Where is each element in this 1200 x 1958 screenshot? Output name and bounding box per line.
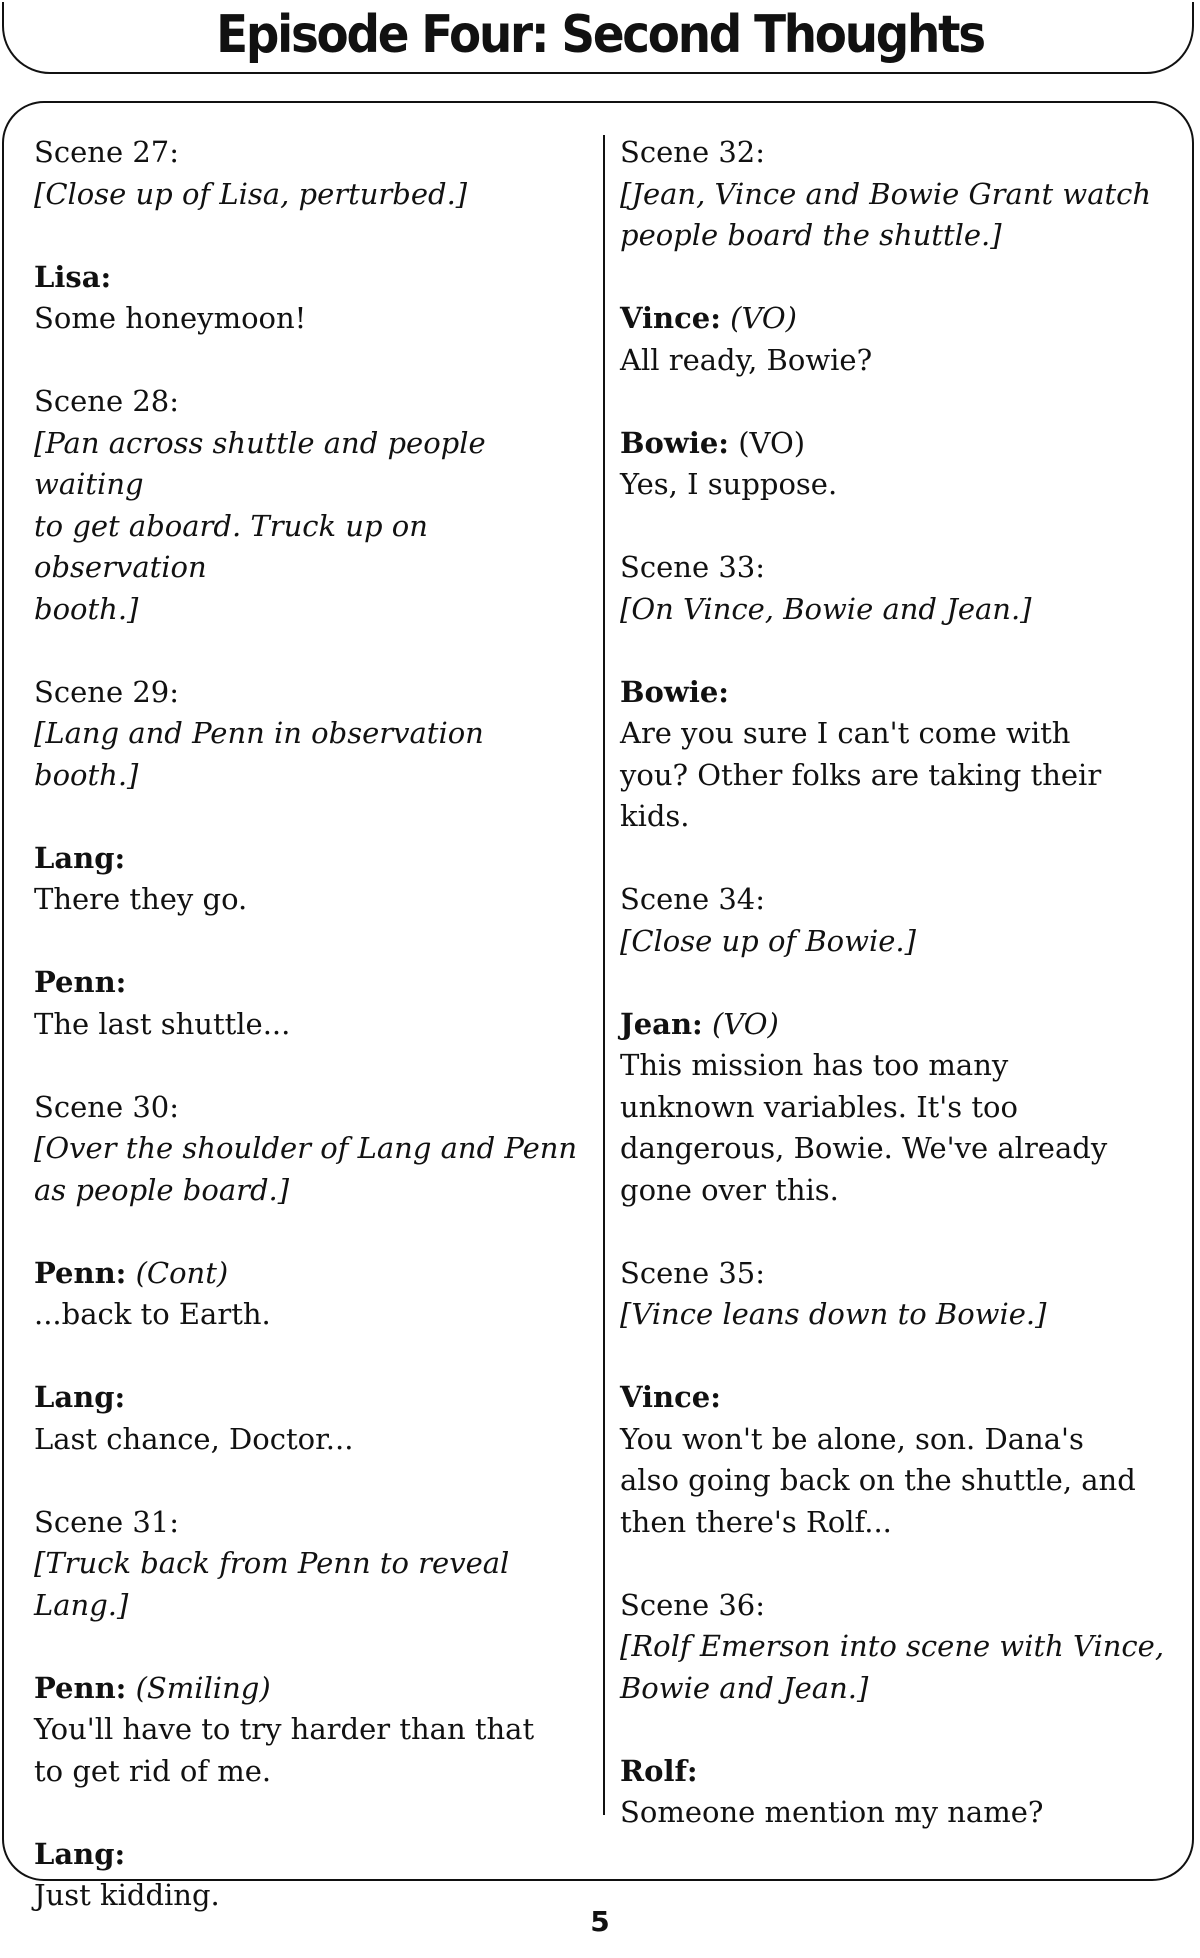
- right-column: [620, 132, 1168, 1875]
- speaker-line: [34, 838, 590, 880]
- scene-block: [34, 1502, 590, 1627]
- scene-block: [34, 1087, 590, 1212]
- dialogue-block: [620, 423, 1168, 506]
- stage-direction: [Pan across shuttle and people waiting: [34, 425, 495, 501]
- dialogue-block: [34, 1377, 590, 1460]
- parenthetical: (Smiling): [135, 1670, 271, 1705]
- dialogue-line: This mission has too many: [620, 1048, 1009, 1082]
- dialogue-line: gone over this.: [620, 1172, 839, 1207]
- dialogue-line: kids.: [620, 799, 690, 833]
- scene-heading: Scene 30:: [34, 1089, 179, 1124]
- speaker-line: [620, 1004, 1168, 1046]
- speaker-line: [34, 257, 590, 299]
- dialogue-line: Just kidding.: [34, 1878, 220, 1912]
- stage-direction: [Truck back from Penn to reveal Lang.]: [34, 1546, 519, 1622]
- scene-heading: Scene 27:: [34, 135, 179, 169]
- dialogue-block: [34, 1668, 590, 1793]
- stage-direction: [Rolf Emerson into scene with Vince,: [620, 1629, 1165, 1663]
- stage-direction: [On Vince, Bowie and Jean.]: [620, 591, 1032, 626]
- dialogue-line: ...back to Earth.: [34, 1297, 271, 1331]
- scene-block: [620, 547, 1168, 630]
- speaker-name: Lang:: [34, 1380, 126, 1414]
- dialogue-line: The last shuttle...: [34, 1006, 291, 1041]
- scene-heading: Scene 28:: [34, 384, 179, 418]
- dialogue-block: [34, 838, 590, 921]
- dialogue-line: All ready, Bowie?: [620, 342, 873, 377]
- parenthetical: (Cont): [135, 1255, 229, 1290]
- dialogue-block: [34, 962, 590, 1045]
- dialogue-line: Are you sure I can't come with: [620, 716, 1071, 750]
- dialogue-line: There they go.: [34, 882, 248, 916]
- speaker-line: [620, 672, 1168, 714]
- scene-heading: Scene 36:: [620, 1587, 765, 1622]
- left-column: [34, 132, 590, 1958]
- dialogue-line: you? Other folks are taking their: [620, 757, 1102, 792]
- scene-heading: Scene 29:: [34, 674, 179, 709]
- parenthetical: (VO): [730, 301, 797, 335]
- stage-direction: [Close up of Lisa, perturbed.]: [34, 176, 468, 211]
- speaker-name: Penn:: [34, 1670, 127, 1705]
- speaker-name: Vince:: [620, 301, 721, 335]
- speaker-line: [34, 962, 590, 1004]
- scene-heading: Scene 34:: [620, 882, 765, 916]
- dialogue-block: [620, 1377, 1168, 1543]
- dialogue-line: You'll have to try harder than that: [34, 1712, 535, 1746]
- dialogue-line: Yes, I suppose.: [620, 467, 838, 501]
- speaker-name: Vince:: [620, 1380, 721, 1414]
- stage-direction: [Over the shoulder of Lang and Penn: [34, 1131, 578, 1165]
- speaker-name: Bowie:: [620, 425, 729, 460]
- parenthetical: (VO): [738, 425, 806, 460]
- speaker-name: Lisa:: [34, 259, 112, 294]
- speaker-line: [34, 1377, 590, 1419]
- stage-direction: as people board.]: [34, 1172, 290, 1207]
- speaker-name: Penn:: [34, 1255, 127, 1290]
- dialogue-line: also going back on the shuttle, and: [620, 1463, 1136, 1497]
- scene-block: [34, 381, 590, 630]
- scene-block: [34, 132, 590, 215]
- dialogue-line: You won't be alone, son. Dana's: [620, 1421, 1084, 1456]
- dialogue-block: [620, 1004, 1168, 1212]
- dialogue-block: [620, 298, 1168, 381]
- speaker-name: Lang:: [34, 840, 126, 875]
- column-divider: [603, 135, 605, 1815]
- page-title: Episode Four: Second Thoughts: [216, 5, 984, 65]
- speaker-line: [620, 1377, 1168, 1419]
- scene-block: [620, 132, 1168, 257]
- dialogue-block: [620, 1751, 1168, 1834]
- stage-direction: booth.]: [34, 591, 139, 626]
- stage-direction: people board the shuttle.]: [620, 218, 1002, 252]
- speaker-line: [34, 1834, 590, 1876]
- dialogue-line: Last chance, Doctor...: [34, 1421, 354, 1456]
- speaker-line: [620, 1751, 1168, 1793]
- scene-block: [620, 1585, 1168, 1710]
- stage-direction: [Vince leans down to Bowie.]: [620, 1297, 1047, 1331]
- scene-heading: Scene 33:: [620, 550, 765, 584]
- parenthetical: (VO): [711, 1006, 779, 1041]
- speaker-name: Jean:: [620, 1006, 703, 1041]
- dialogue-block: [620, 672, 1168, 838]
- scene-block: [620, 879, 1168, 962]
- stage-direction: [Jean, Vince and Bowie Grant watch: [620, 176, 1152, 211]
- dialogue-line: unknown variables. It's too: [620, 1089, 1018, 1124]
- speaker-line: [620, 298, 1168, 340]
- dialogue-line: to get rid of me.: [34, 1753, 272, 1788]
- scene-block: [34, 672, 590, 797]
- scene-heading: Scene 32:: [620, 135, 765, 169]
- speaker-name: Rolf:: [620, 1753, 698, 1788]
- speaker-name: Lang:: [34, 1836, 126, 1871]
- scene-heading: Scene 31:: [34, 1504, 179, 1539]
- dialogue-block: [34, 1253, 590, 1336]
- page-number: 5: [590, 1905, 610, 1938]
- scene-heading: Scene 35:: [620, 1255, 765, 1290]
- stage-direction: Bowie and Jean.]: [620, 1670, 869, 1705]
- dialogue-line: dangerous, Bowie. We've already: [620, 1131, 1108, 1165]
- stage-direction: to get aboard. Truck up on observation: [34, 508, 438, 584]
- stage-direction: [Lang and Penn in observation booth.]: [34, 716, 494, 792]
- speaker-line: [34, 1668, 590, 1710]
- speaker-name: Bowie:: [620, 674, 729, 709]
- speaker-name: Penn:: [34, 965, 127, 999]
- speaker-line: [34, 1253, 590, 1295]
- dialogue-block: [34, 257, 590, 340]
- stage-direction: [Close up of Bowie.]: [620, 923, 916, 958]
- speaker-line: [620, 423, 1168, 465]
- dialogue-line: Someone mention my name?: [620, 1795, 1044, 1829]
- dialogue-line: Some honeymoon!: [34, 301, 307, 335]
- scene-block: [620, 1253, 1168, 1336]
- dialogue-line: then there's Rolf...: [620, 1504, 892, 1539]
